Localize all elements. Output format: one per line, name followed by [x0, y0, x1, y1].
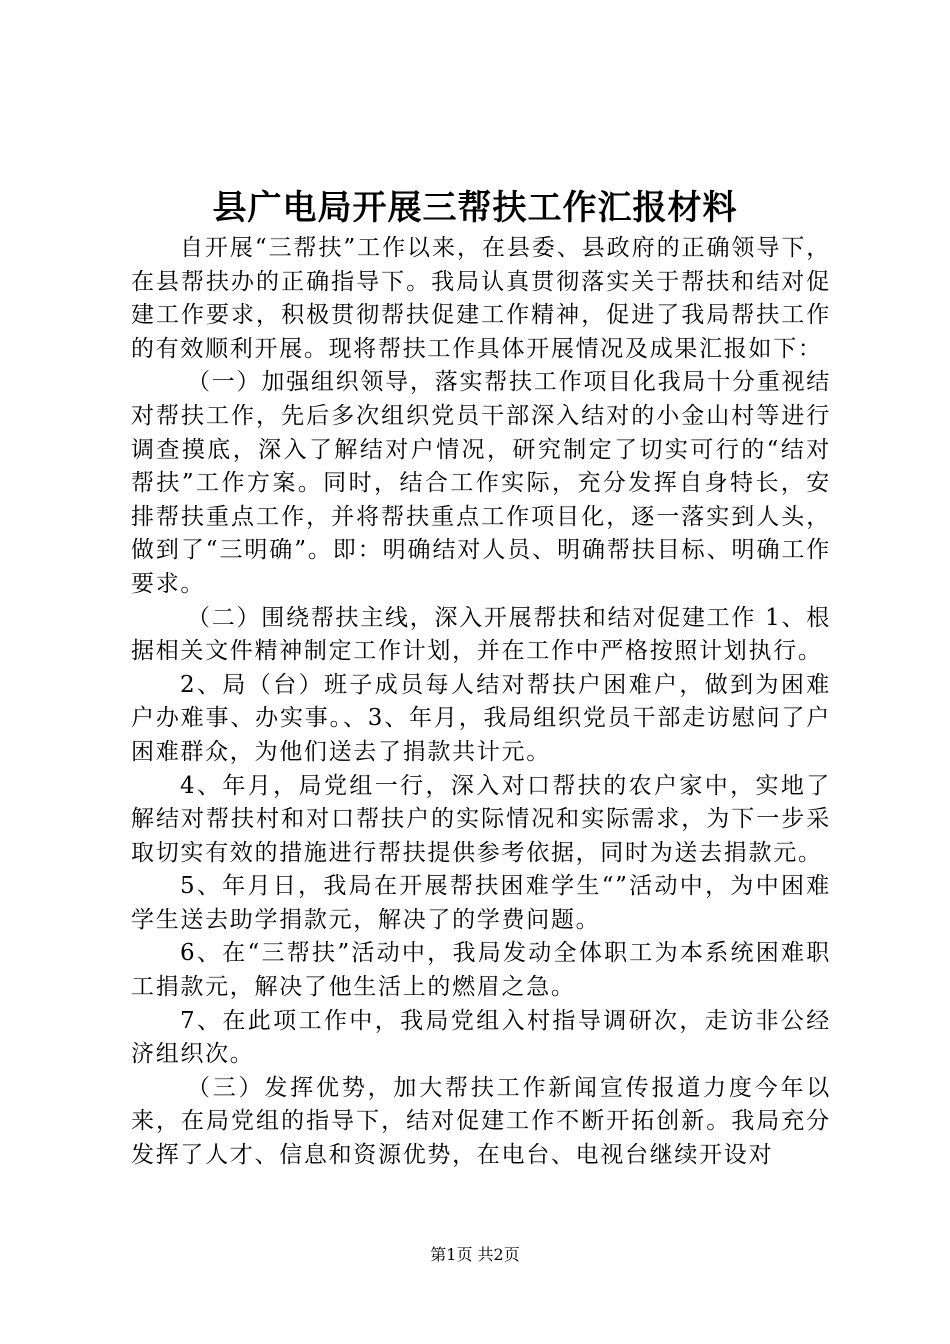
paragraph-section-3: （三）发挥优势，加大帮扶工作新闻宣传报道力度今年以来，在局党组的指导下，结对促建工作不断开拓创新。我局充分发挥了人才、信息和资源优势，在电台、电视台继续开设对	[131, 1074, 831, 1169]
paragraph-item-7: 7、在此项工作中，我局党组入村指导调研次，走访非公经济组织次。	[131, 1007, 831, 1068]
paragraph-item-6: 6、在“三帮扶”活动中，我局发动全体职工为本系统困难职工捐款元，解决了他生活上的燃眉之急。	[131, 940, 831, 1001]
document-title: 县广电局开展三帮扶工作汇报材料	[212, 188, 738, 228]
paragraph-item-4: 4、年月，局党组一行，深入对口帮扶的农户家中，实地了解结对帮扶村和对口帮扶户的实际情况和实际需求，为下一步采取切实有效的措施进行帮扶提供参考依据，同时为送去捐款元。	[131, 772, 831, 866]
paragraph-section-1: （一）加强组织领导，落实帮扶工作项目化我局十分重视结对帮扶工作，先后多次组织党员干部深入结对的小金山村等进行调查摸底，深入了解结对户情况，研究制定了切实可行的“结对帮扶”工作方案。同时，结合工作实际，充分发挥自身特长，安排帮扶重点工作，并将帮扶重点工作项目化，逐一落实到人头，做到了“三明确”。即：明确结对人员、明确帮扶目标、明确工作要求。	[131, 369, 831, 597]
paragraph-intro: 自开展“三帮扶”工作以来，在县委、县政府的正确领导下，在县帮扶办的正确指导下。我局认真贯彻落实关于帮扶和结对促建工作要求，积极贯彻帮扶促建工作精神，促进了我局帮扶工作的有效顺利开展。现将帮扶工作具体开展情况及成果汇报如下：	[131, 235, 831, 362]
page-footer: 第1页 共2页	[430, 1245, 520, 1264]
paragraph-section-2: （二）围绕帮扶主线，深入开展帮扶和结对促建工作 1、根据相关文件精神制定工作计划，并在工作中严格按照计划执行。	[131, 604, 831, 665]
paragraph-item-5: 5、年月日，我局在开展帮扶困难学生“”活动中，为中困难学生送去助学捐款元，解决了的学费问题。	[131, 873, 831, 933]
document-body	[131, 232, 831, 1173]
paragraph-item-2: 2、局（台）班子成员每人结对帮扶户困难户，做到为困难户办难事、办实事。、3、年月，我局组织党员干部走访慰问了户困难群众，为他们送去了捐款共计元。	[131, 671, 831, 765]
